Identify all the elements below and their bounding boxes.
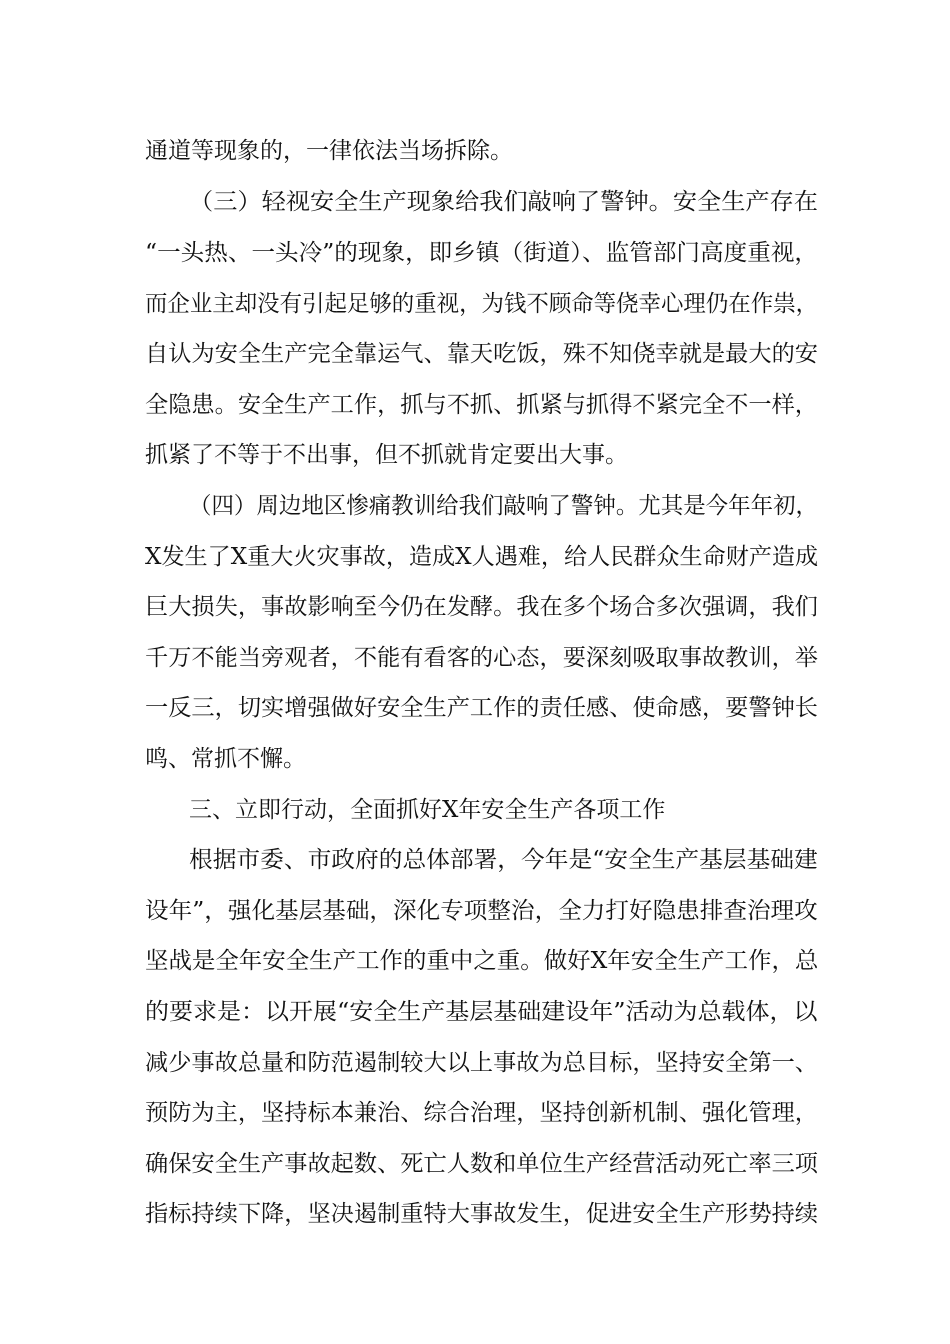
text-line: 巨大损失，事故影响至今仍在发酵。我在多个场合多次强调，我们 bbox=[145, 594, 819, 620]
text-line: （三）轻视安全生产现象给我们敲响了警钟。安全生产存在 bbox=[189, 189, 818, 215]
text-line: 而企业主却没有引起足够的重视，为钱不顾命等侥幸心理仍在作祟， bbox=[145, 291, 819, 317]
text-line: 根据市委、市政府的总体部署，今年是“安全生产基层基础建 bbox=[189, 847, 818, 873]
text-line: 通道等现象的，一律依法当场拆除。 bbox=[145, 138, 513, 164]
text-line: “一头热、一头冷”的现象，即乡镇（街道）、监管部门高度重视， bbox=[145, 240, 819, 266]
text-line: 抓紧了不等于不出事，但不抓就肯定要出大事。 bbox=[145, 442, 628, 468]
text-line: 确保安全生产事故起数、死亡人数和单位生产经营活动死亡率三项 bbox=[145, 1151, 819, 1177]
text-line: 的要求是：以开展“安全生产基层基础建设年”活动为总载体，以 bbox=[145, 999, 818, 1025]
text-line: 全隐患。安全生产工作，抓与不抓、抓紧与抓得不紧完全不一样， bbox=[145, 392, 819, 418]
text-line: 减少事故总量和防范遏制较大以上事故为总目标，坚持安全第一、 bbox=[145, 1050, 819, 1076]
text-line: （四）周边地区惨痛教训给我们敲响了警钟。尤其是今年年初， bbox=[189, 493, 818, 519]
text-line: 设年”，强化基层基础，深化专项整治，全力打好隐患排查治理攻 bbox=[145, 898, 818, 924]
text-line: 指标持续下降，坚决遏制重特大事故发生，促进安全生产形势持续 bbox=[145, 1201, 819, 1227]
text-line: X发生了X重大火灾事故，造成X人遇难，给人民群众生命财产造成 bbox=[145, 544, 819, 570]
text-line: 鸣、常抓不懈。 bbox=[145, 746, 306, 772]
text-line: 一反三，切实增强做好安全生产工作的责任感、使命感，要警钟长 bbox=[145, 695, 819, 721]
text-line: 预防为主，坚持标本兼治、综合治理，坚持创新机制、强化管理， bbox=[145, 1100, 819, 1126]
text-line: 自认为安全生产完全靠运气、靠天吃饭，殊不知侥幸就是最大的安 bbox=[145, 341, 819, 367]
text-line: 千万不能当旁观者，不能有看客的心态，要深刻吸取事故教训，举 bbox=[145, 645, 819, 671]
text-line: 坚战是全年安全生产工作的重中之重。做好X年安全生产工作，总 bbox=[145, 948, 819, 974]
section-heading: 三、立即行动，全面抓好X年安全生产各项工作 bbox=[189, 797, 666, 823]
